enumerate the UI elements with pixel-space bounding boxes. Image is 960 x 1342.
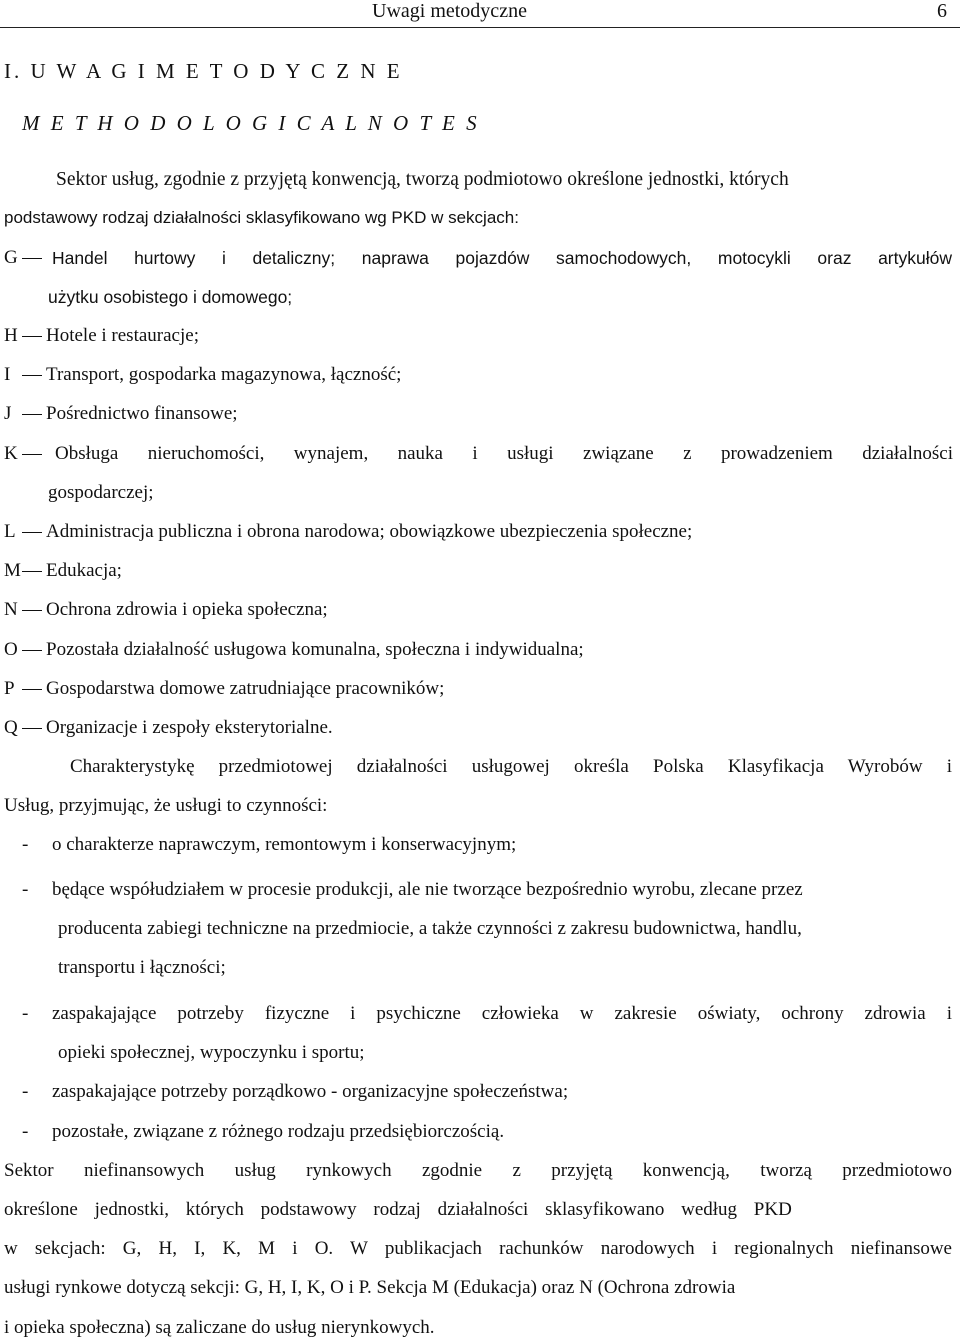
section-label: Edukacja; — [46, 560, 122, 581]
dash — [22, 728, 42, 729]
dash — [22, 571, 42, 572]
section-code: G — [4, 247, 18, 268]
section-code: M — [4, 560, 21, 581]
section-label: Pośrednictwo finansowe; — [46, 403, 238, 424]
section-label: Handel hurtowy i detaliczny; naprawa pojazdów samochodowych, motocykli oraz artykułów — [52, 248, 952, 268]
section-label: Organizacje i zespoły eksterytorialne. — [46, 717, 333, 738]
paragraph-3-line-1: Sektor niefinansowych usług rynkowych zgodnie z przyjętą konwencją, tworzą przedmiotowo — [4, 1160, 952, 1181]
section-code: N — [4, 599, 18, 620]
section-title: I. U W A G I M E T O D Y C Z N E — [4, 59, 403, 83]
section-label: Pozostała działalność usługowa komunalna, społeczna i indywidualna; — [46, 639, 584, 660]
running-header-title: Uwagi metodyczne — [372, 0, 527, 22]
dash — [22, 689, 42, 690]
paragraph-2-line-1: Charakterystykę przedmiotowej działalności usługowej określa Polska Klasyfikacja Wyrobów i — [70, 756, 952, 777]
intro-line-2: podstawowy rodzaj działalności sklasyfikowano wg PKD w sekcjach: — [4, 208, 519, 227]
page-number: 6 — [937, 0, 947, 22]
dash — [22, 336, 42, 337]
list-item-continued: transportu i łączności; — [58, 957, 226, 978]
section-code: Q — [4, 717, 18, 738]
list-item-continued: opieki społecznej, wypoczynku i sportu; — [58, 1042, 365, 1063]
list-item: o charakterze naprawczym, remontowym i konserwacyjnym; — [52, 834, 517, 855]
section-code: L — [4, 521, 16, 542]
dash — [22, 375, 42, 376]
section-label: Obsługa nieruchomości, wynajem, nauka i usługi związane z prowadzeniem działalności — [55, 443, 953, 464]
paragraph-3-line-4: usługi rynkowe dotyczą sekcji: G, H, I, K, O i P. Sekcja M (Edukacja) oraz N (Ochrona zdrowia — [4, 1277, 736, 1298]
intro-line-1: Sektor usług, zgodnie z przyjętą konwencją, tworzą podmiotowo określone jednostki, których — [56, 169, 789, 190]
dash — [22, 650, 42, 651]
dash — [22, 258, 42, 259]
header-rule — [0, 27, 960, 28]
paragraph-3-line-2: określone jednostki, których podstawowy rodzaj działalności sklasyfikowano według PKD — [4, 1199, 792, 1220]
list-item: zaspakajające potrzeby fizyczne i psychiczne człowieka w zakresie oświaty, ochrony zdrowia i — [52, 1003, 952, 1024]
section-code: H — [4, 325, 18, 346]
paragraph-2-line-2: Usług, przyjmując, że usługi to czynności: — [4, 795, 328, 816]
section-label: Hotele i restauracje; — [46, 325, 199, 346]
section-code: I — [4, 364, 11, 385]
paragraph-3-line-3: w sekcjach: G, H, I, K, M i O. W publikacjach rachunków narodowych i regionalnych niefinansowe — [4, 1238, 952, 1259]
section-label: Transport, gospodarka magazynowa, łączność; — [46, 364, 402, 385]
list-item-continued: producenta zabiegi techniczne na przedmiocie, a także czynności z zakresu budownictwa, handlu, — [58, 918, 802, 939]
list-bullet: - — [22, 1081, 29, 1102]
dash — [22, 532, 42, 533]
paragraph-3-line-5: i opieka społeczna) są zaliczane do usług nierynkowych. — [4, 1317, 435, 1338]
section-label: Ochrona zdrowia i opieka społeczna; — [46, 599, 328, 620]
section-label-continued: gospodarczej; — [48, 482, 154, 503]
section-title-english: M E T H O D O L O G I C A L N O T E S — [22, 111, 480, 135]
list-item: pozostałe, związane z różnego rodzaju przedsiębiorczością. — [52, 1121, 505, 1142]
dash — [22, 610, 42, 611]
section-code: P — [4, 678, 15, 699]
section-label: Gospodarstwa domowe zatrudniające pracowników; — [46, 678, 445, 699]
list-bullet: - — [22, 879, 29, 900]
section-label-continued: użytku osobistego i domowego; — [48, 287, 293, 307]
list-item: zaspakajające potrzeby porządkowo - organizacyjne społeczeństwa; — [52, 1081, 569, 1102]
list-bullet: - — [22, 1003, 29, 1024]
section-label: Administracja publiczna i obrona narodowa; obowiązkowe ubezpieczenia społeczne; — [46, 521, 693, 542]
list-bullet: - — [22, 1121, 29, 1142]
dash — [22, 454, 42, 455]
section-code: K — [4, 443, 18, 464]
section-code: J — [4, 403, 12, 424]
list-bullet: - — [22, 834, 29, 855]
list-item: będące współudziałem w procesie produkcji, ale nie tworzące bezpośrednio wyrobu, zlecane przez — [52, 879, 803, 900]
section-code: O — [4, 639, 18, 660]
dash — [22, 414, 42, 415]
